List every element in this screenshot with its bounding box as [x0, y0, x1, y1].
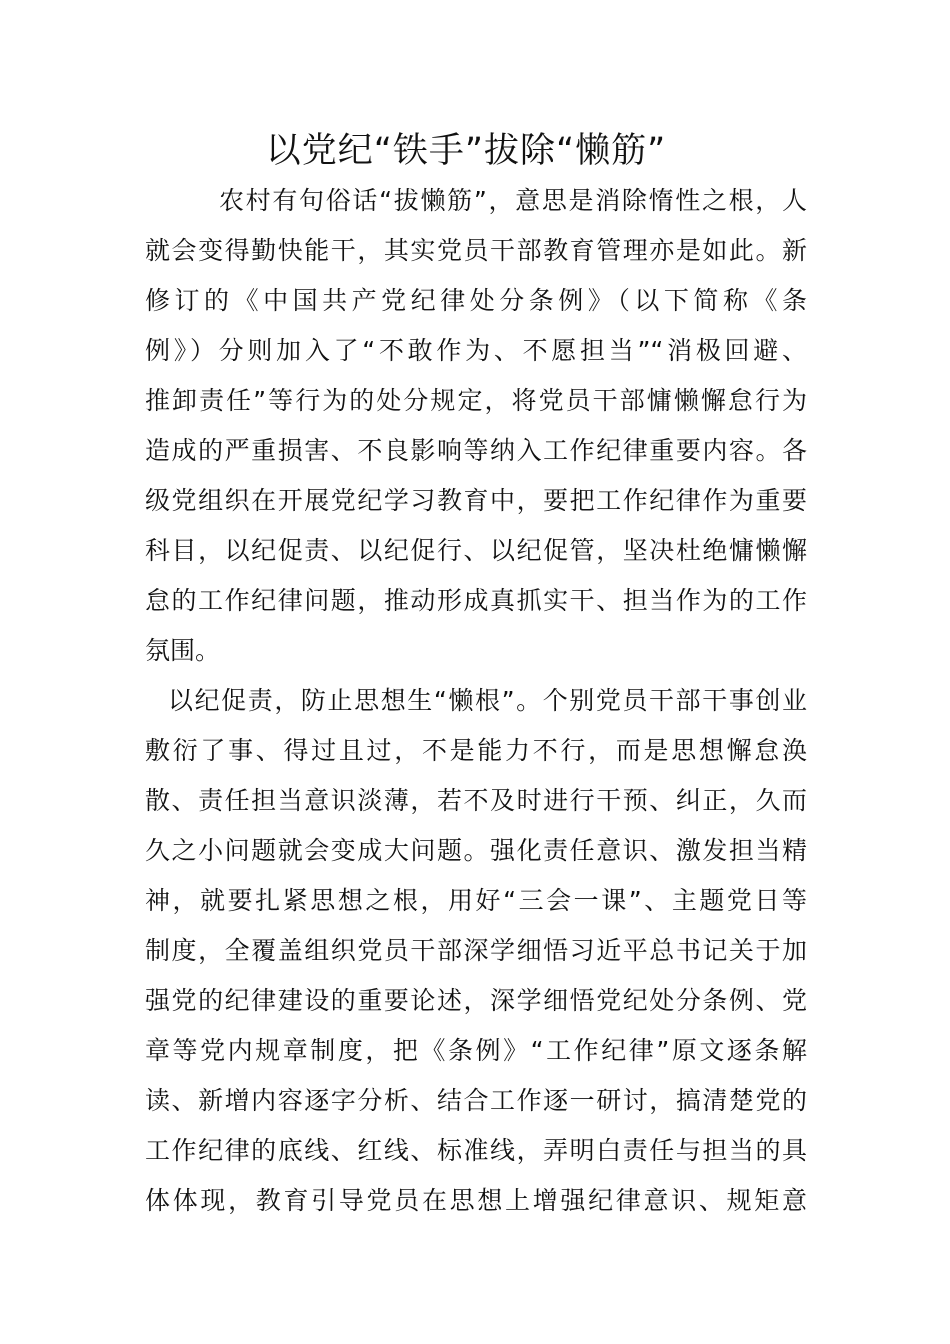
paragraph-2-line: 敷衍了事、得过且过，不是能力不行，而是思想懈怠涣	[145, 736, 807, 765]
paragraph-1-line: 造成的严重损害、不良影响等纳入工作纪律重要内容。各	[145, 436, 807, 465]
document-title: 以党纪“铁手”拔除“懒筋”	[265, 131, 667, 171]
paragraph-2-line: 以纪促责，防止思想生“懒根”。个别党员干部干事创业	[168, 686, 807, 715]
paragraph-2-line: 章等党内规章制度，把《条例》“工作纪律”原文逐条解	[145, 1036, 807, 1065]
paragraph-1-line: 农村有句俗话“拔懒筋”，意思是消除惰性之根，人	[219, 186, 807, 215]
paragraph-1-line: 推卸责任”等行为的处分规定，将党员干部慵懒懈怠行为	[145, 386, 807, 415]
paragraph-2-line: 久之小问题就会变成大问题。强化责任意识、激发担当精	[145, 836, 807, 865]
paragraph-2-line: 体体现，教育引导党员在思想上增强纪律意识、规矩意	[145, 1186, 807, 1215]
paragraph-1-line: 就会变得勤快能干，其实党员干部教育管理亦是如此。新	[145, 236, 807, 265]
paragraph-2-line: 神，就要扎紧思想之根，用好“三会一课”、主题党日等	[145, 886, 807, 915]
paragraph-1-line: 修订的《中国共产党纪律处分条例》（以下简称《条	[145, 286, 807, 315]
paragraph-1-line: 氛围。	[145, 636, 221, 665]
paragraph-2-line: 工作纪律的底线、红线、标准线，弄明白责任与担当的具	[145, 1136, 807, 1165]
paragraph-1-line: 怠的工作纪律问题，推动形成真抓实干、担当作为的工作	[145, 586, 807, 615]
paragraph-2-line: 制度，全覆盖组织党员干部深学细悟习近平总书记关于加	[145, 936, 807, 965]
paragraph-2-line: 强党的纪律建设的重要论述，深学细悟党纪处分条例、党	[145, 986, 807, 1015]
paragraph-1-line: 级党组织在开展党纪学习教育中，要把工作纪律作为重要	[145, 486, 807, 515]
paragraph-1-line: 科目，以纪促责、以纪促行、以纪促管，坚决杜绝慵懒懈	[145, 536, 807, 565]
paragraph-2-line: 读、新增内容逐字分析、结合工作逐一研讨，搞清楚党的	[145, 1086, 807, 1115]
paragraph-1-line: 例》）分则加入了“不敢作为、不愿担当”“消极回避、	[145, 336, 807, 365]
paragraph-2-line: 散、责任担当意识淡薄，若不及时进行干预、纠正，久而	[145, 786, 807, 815]
